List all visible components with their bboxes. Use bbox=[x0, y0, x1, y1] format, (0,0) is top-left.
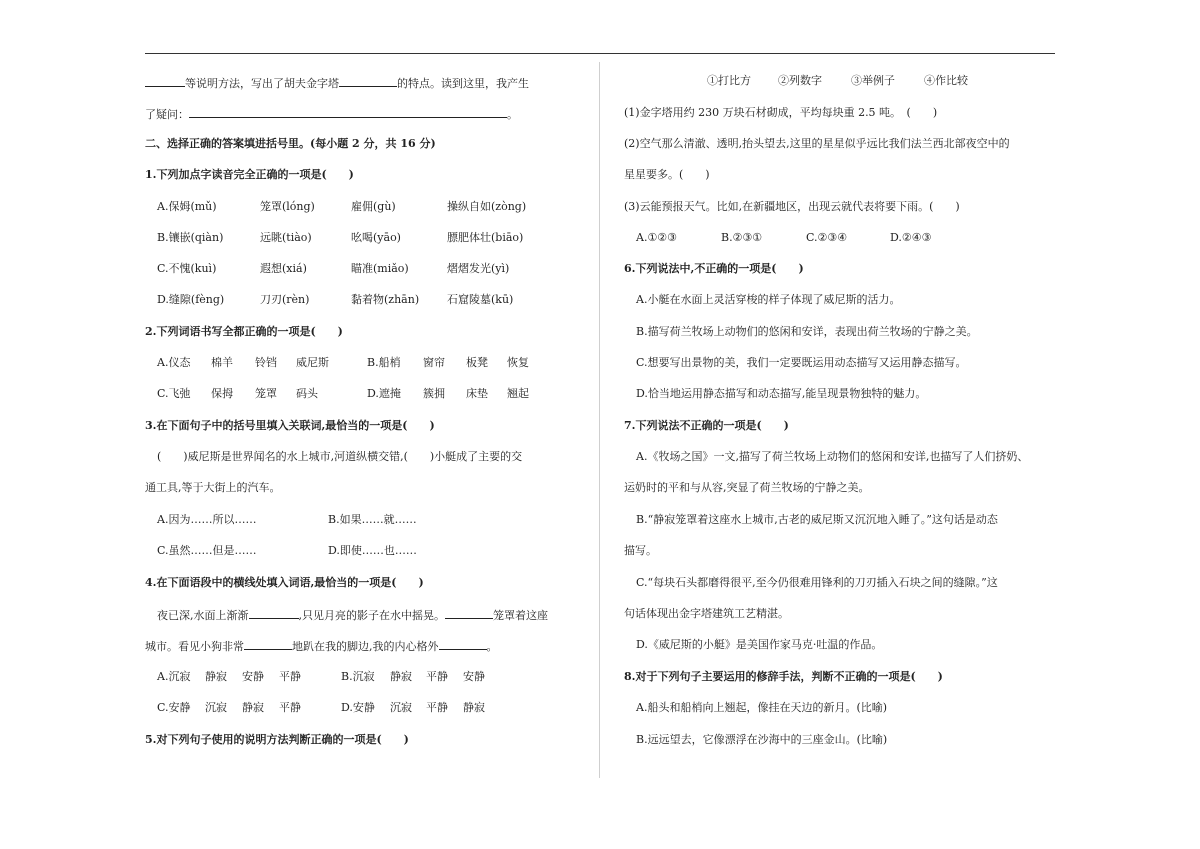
q2-row-2: C.飞弛 保拇 笼罩 码头 D.遮掩 簇拥 床垫 翘起 bbox=[157, 387, 529, 400]
q1-row-c: C.不愧(kuì) 遐想(xiá) 瞄准(miǎo) 熠熠发光(yì) bbox=[157, 262, 510, 275]
q1-row-d: D.缝隙(fèng) 刀刃(rèn) 黏着物(zhān) 石窟陵墓(kū) bbox=[157, 293, 514, 306]
top-rule bbox=[145, 53, 1055, 54]
column-divider bbox=[599, 62, 600, 778]
blank[interactable] bbox=[249, 606, 299, 619]
blank[interactable] bbox=[445, 606, 493, 619]
blank[interactable] bbox=[339, 74, 397, 87]
q3-text-1: ( )威尼斯是世界闻名的水上城市,河道纵横交错,( )小艇成了主要的交 bbox=[157, 450, 523, 463]
q5-stem: 5.对下列句子使用的说明方法判断正确的一项是( ) bbox=[145, 733, 409, 746]
blank[interactable] bbox=[145, 74, 185, 87]
q6-stem: 6.下列说法中,不正确的一项是( ) bbox=[624, 262, 804, 275]
q1-row-b: B.镶嵌(qiàn) 远眺(tiào) 吆喝(yāo) 膘肥体壮(biāo) bbox=[157, 231, 524, 244]
q6-option-a: A.小艇在水面上灵活穿梭的样子体现了威尼斯的活力。 bbox=[636, 293, 901, 306]
section-2-heading: 二、选择正确的答案填进括号里。(每小题 2 分，共 16 分) bbox=[145, 137, 436, 150]
q3-opts-2: C.虽然……但是…… D.即使……也…… bbox=[157, 544, 417, 557]
blank[interactable] bbox=[244, 637, 292, 650]
q7-option-b-2: 描写。 bbox=[624, 544, 657, 557]
q2-row-1: A.仪态 棉羊 铃铛 威尼斯 B.船梢 窗帘 板凳 恢复 bbox=[157, 356, 529, 369]
q4-row-1: A.沉寂 静寂 安静 平静 B.沉寂 静寂 平静 安静 bbox=[157, 670, 485, 683]
q4-stem: 4.在下面语段中的横线处填入词语,最恰当的一项是( ) bbox=[145, 576, 424, 589]
q3-opts-1: A.因为……所以…… B.如果……就…… bbox=[157, 513, 417, 526]
q4-text-2: 城市。看见小狗非常 地趴在我的脚边,我的内心格外 。 bbox=[145, 637, 585, 653]
q5-sentence-2b: 星星要多。( ) bbox=[624, 168, 710, 181]
q6-option-d: D.恰当地运用静态描写和动态描写,能呈现景物独特的魅力。 bbox=[636, 387, 927, 400]
blank[interactable] bbox=[439, 637, 487, 650]
blank[interactable] bbox=[189, 105, 507, 118]
intro-line-2: 了疑问： 。 bbox=[145, 105, 585, 121]
q4-row-2: C.安静 沉寂 静寂 平静 D.安静 沉寂 平静 静寂 bbox=[157, 701, 485, 714]
q5-sentence-1: (1)金字塔用约 230 万块石材砌成，平均每块重 2.5 吨。 ( ) bbox=[624, 106, 938, 119]
q5-options: A.①②③ B.②③① C.②③④ D.②④③ bbox=[636, 231, 932, 244]
q7-option-b-1: B.“静寂笼罩着这座水上城市,古老的威尼斯又沉沉地入睡了。”这句话是动态 bbox=[636, 513, 998, 526]
q7-option-c-2: 句话体现出金字塔建筑工艺精湛。 bbox=[624, 607, 789, 620]
q8-option-b: B.远远望去，它像漂浮在沙海中的三座金山。(比喻) bbox=[636, 733, 888, 746]
q3-text-2: 通工具,等于大街上的汽车。 bbox=[145, 481, 281, 494]
q7-stem: 7.下列说法不正确的一项是( ) bbox=[624, 419, 789, 432]
q5-sentence-3: (3)云能预报天气。比如,在新疆地区，出现云就代表将要下雨。( ) bbox=[624, 200, 960, 213]
q7-option-c-1: C.“每块石头都磨得很平,至今仍很难用锋利的刀刃插入石块之间的缝隙。”这 bbox=[636, 576, 998, 589]
q8-option-a: A.船头和船梢向上翘起，像挂在天边的新月。(比喻) bbox=[636, 701, 888, 714]
q6-option-c: C.想要写出景物的美，我们一定要既运用动态描写又运用静态描写。 bbox=[636, 356, 967, 369]
q4-text-1: 夜已深,水面上渐渐 ,只见月亮的影子在水中摇晃。 笼罩着这座 bbox=[145, 606, 585, 622]
q5-methods: ①打比方 ②列数字 ③举例子 ④作比较 bbox=[707, 74, 968, 87]
q6-option-b: B.描写荷兰牧场上动物们的悠闲和安详，表现出荷兰牧场的宁静之美。 bbox=[636, 325, 978, 338]
q3-stem: 3.在下面句子中的括号里填入关联词,最恰当的一项是( ) bbox=[145, 419, 435, 432]
intro-line-1: 等说明方法，写出了胡夫金字塔 的特点。读到这里，我产生 bbox=[145, 74, 585, 90]
q7-option-d: D.《威尼斯的小艇》是美国作家马克·吐温的作品。 bbox=[636, 638, 883, 651]
q8-stem: 8.对于下列句子主要运用的修辞手法，判断不正确的一项是( ) bbox=[624, 670, 943, 683]
q1-row-a: A.保姆(mǔ) 笼罩(lóng) 雇佣(gù) 操纵自如(zòng) bbox=[157, 200, 527, 213]
q7-option-a-2: 运奶时的平和与从容,突显了荷兰牧场的宁静之美。 bbox=[624, 481, 870, 494]
q1-stem: 1.下列加点字读音完全正确的一项是( ) bbox=[145, 168, 354, 181]
q5-sentence-2a: (2)空气那么清澈、透明,抬头望去,这里的星星似乎远比我们法兰西北部夜空中的 bbox=[624, 137, 1010, 150]
q7-option-a-1: A.《牧场之国》一文,描写了荷兰牧场上动物们的悠闲和安详,也描写了人们挤奶、 bbox=[636, 450, 1029, 463]
q2-stem: 2.下列词语书写全都正确的一项是( ) bbox=[145, 325, 343, 338]
